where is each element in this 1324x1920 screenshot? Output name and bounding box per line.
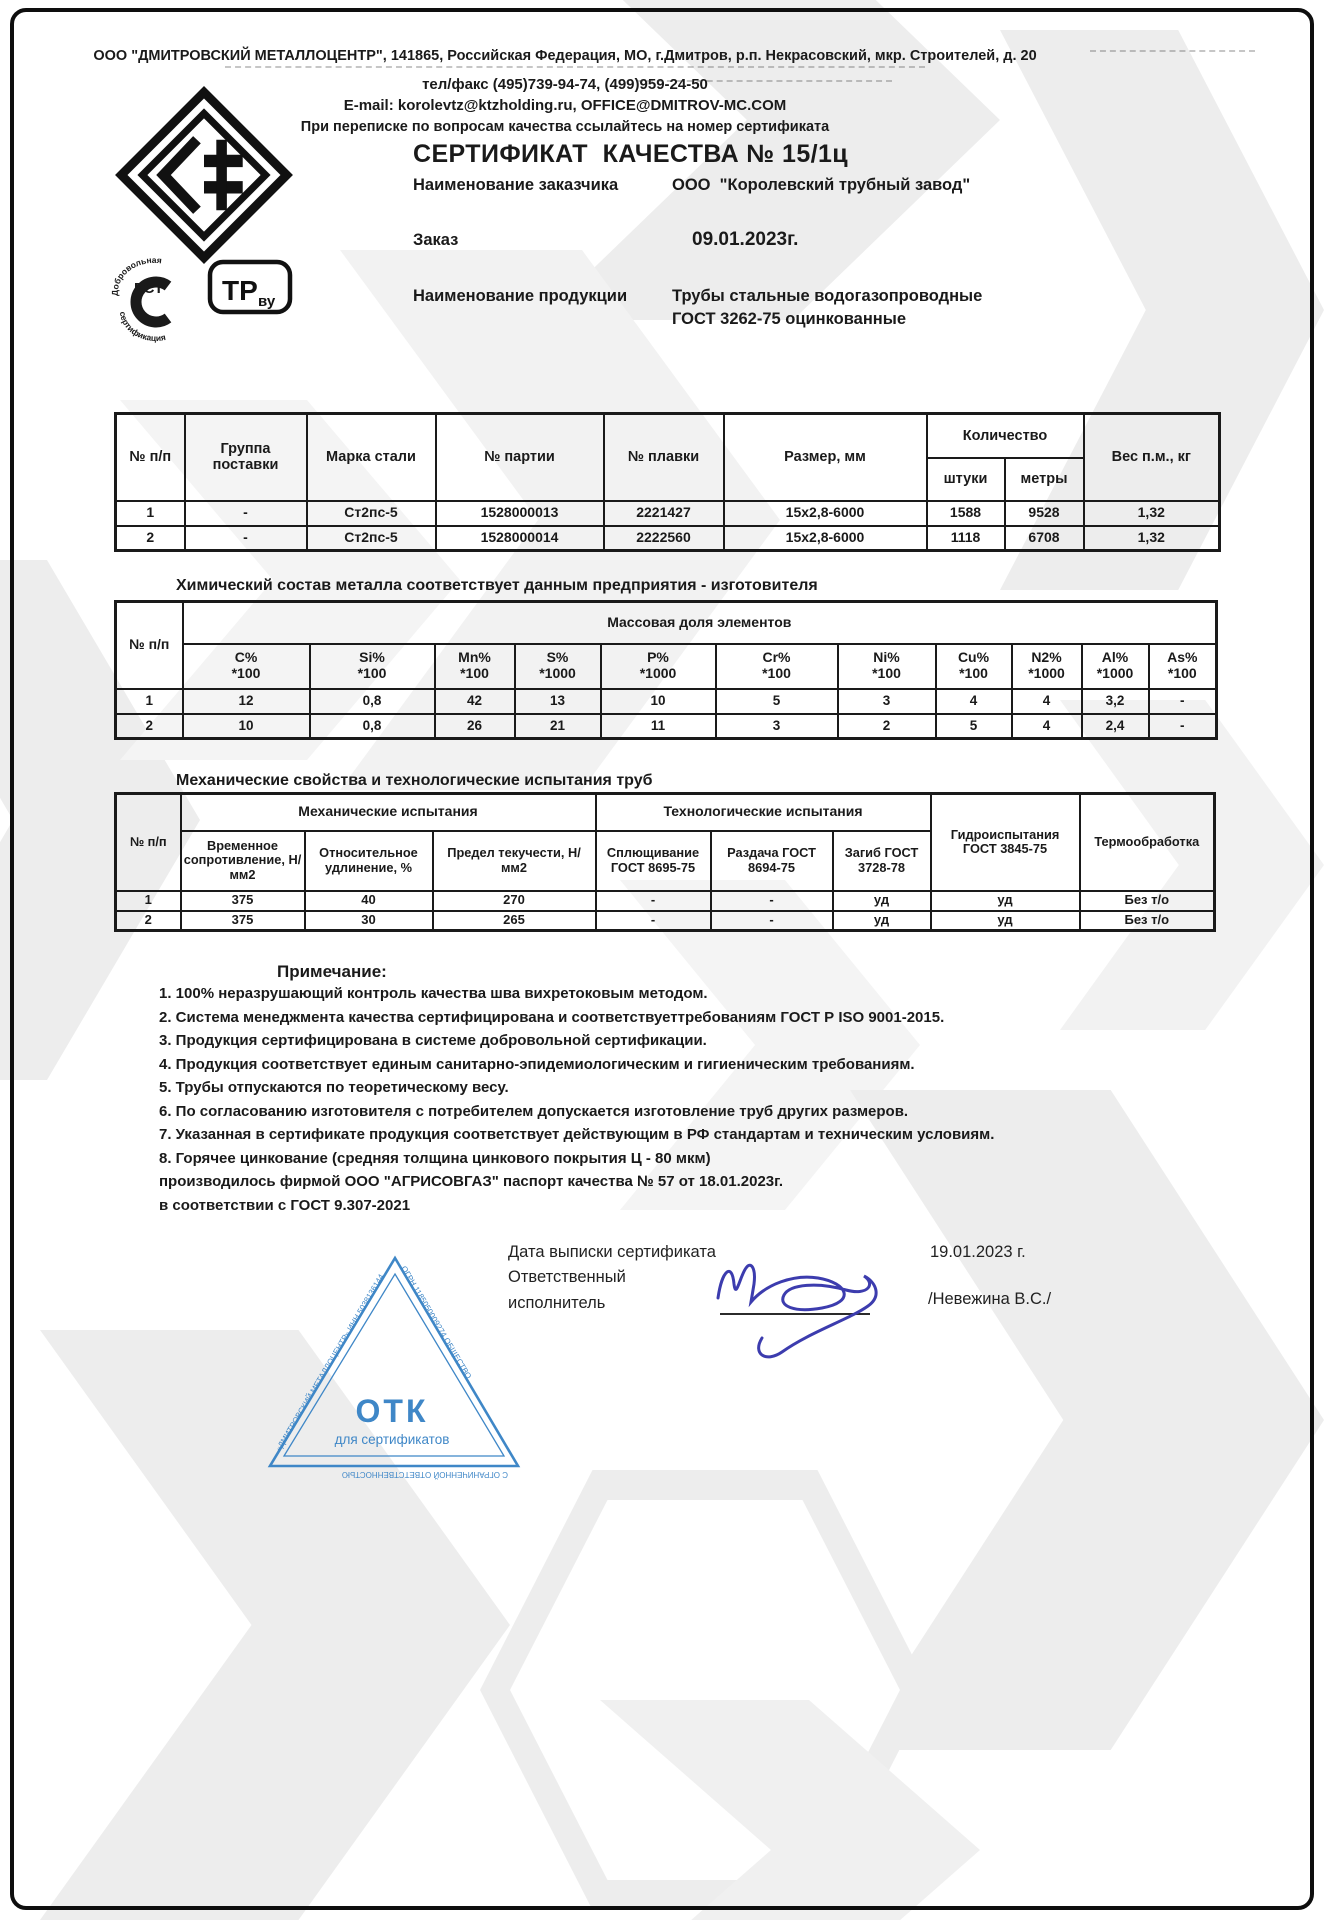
responsible-label-line1: Ответственный [508,1268,626,1286]
svg-text:«ДМИТРОВСКИЙ МЕТАЛЛОЦЕНТР» ИНН: «ДМИТРОВСКИЙ МЕТАЛЛОЦЕНТР» ИНН 5038136144 [273,1272,386,1454]
order-label: Заказ [413,231,459,249]
notes-list [159,985,1209,1220]
company-address-line: ООО "ДМИТРОВСКИЙ МЕТАЛЛОЦЕНТР", 141865, Российская Федерация, МО, г.Дмитров, р.п. Некрасовский, мкр. Строителей, д. 20 [93,48,1037,64]
certificate-title: СЕРТИФИКАТ КАЧЕСТВА № 15/1ц [413,140,849,168]
mechanical-section-heading: Механические свойства и технологические испытания труб [176,772,653,789]
product-value-line2: ГОСТ 3262-75 оцинкованные [672,310,907,328]
table-row [116,714,1217,739]
cell: 375 [181,911,305,931]
otk-stamp-main-text: ОТК [355,1393,429,1429]
cell: 0,8 [310,714,435,739]
svg-text:ОГРН 1185050009274 ОБЩЕСТВО: ОГРН 1185050009274 ОБЩЕСТВО [399,1264,474,1381]
cell: - [596,891,711,911]
cell: - [1149,689,1217,714]
col-header: Сплющивание ГОСТ 8695-75 [596,831,711,891]
table-row [116,689,1217,714]
cell: 12 [183,689,310,714]
col-header-mass-fraction: Массовая доля элементов [183,602,1217,644]
cell: 1118 [927,526,1005,551]
tr-by-mark [206,258,296,320]
cell: 2222560 [604,526,724,551]
col-header: № п/п [116,794,181,891]
col-header: C% *100 [183,644,310,689]
cell: 10 [601,689,716,714]
rst-letters: РСТ [134,280,164,297]
cell: уд [833,911,931,931]
correspondence-note-line: При переписке по вопросам качества ссылайтесь на номер сертификата [300,119,830,135]
cell: 21 [515,714,601,739]
cell: 30 [305,911,433,931]
note-line: 8. Горячее цинкование (средняя толщина цинкового покрытия Ц - 80 мкм) [159,1149,711,1167]
cell: 265 [433,911,596,931]
cell: 11 [601,714,716,739]
cell: 2,4 [1082,714,1149,739]
products-table [114,412,1221,552]
col-group-technological: Технологические испытания [596,794,931,831]
col-header: № п/п [116,602,183,689]
order-date-value: 09.01.2023г. [692,229,799,250]
cell: 0,8 [310,689,435,714]
scan-artifact [1090,50,1255,52]
col-header: метры [1005,458,1084,501]
col-header: Вес п.м., кг [1084,414,1220,501]
cell: 3,2 [1082,689,1149,714]
col-header: Марка стали [307,414,436,501]
col-header: № партии [436,414,604,501]
col-header: Cu% *100 [936,644,1012,689]
cell: 42 [435,689,515,714]
cell: 3 [838,689,936,714]
table-row [116,911,1215,931]
cell: - [711,891,833,911]
cell: Ст2пс-5 [307,501,436,526]
issue-date-label: Дата выписки сертификата [508,1243,716,1261]
note-line: 3. Продукция сертифицирована в системе добровольной сертификации. [159,1032,707,1049]
col-header: Mn% *100 [435,644,515,689]
col-header: Cr% *100 [716,644,838,689]
mechanical-table [114,792,1216,932]
product-label: Наименование продукции [413,287,628,305]
col-header: As% *100 [1149,644,1217,689]
svg-text:С ОГРАНИЧЕННОЙ ОТВЕТСТВЕННОСТЬ: С ОГРАНИЧЕННОЙ ОТВЕТСТВЕННОСТЬЮ [341,1470,508,1479]
cell: 1 [116,689,183,714]
product-value-line1: Трубы стальные водогазопроводные [672,287,983,305]
cell: уд [931,891,1080,911]
cell: 5 [716,689,838,714]
note-line: в соответствии с ГОСТ 9.307-2021 [159,1196,411,1214]
responsible-label-line2: исполнитель [508,1294,606,1312]
col-header: Si% *100 [310,644,435,689]
scan-artifact [637,80,892,82]
col-header: Размер, мм [724,414,927,501]
cell: 4 [1012,714,1082,739]
cell: 1528000014 [436,526,604,551]
executor-name: /Невежина В.С./ [928,1290,1052,1308]
cell: уд [931,911,1080,931]
issue-date-value: 19.01.2023 г. [930,1243,1026,1261]
table-row [116,526,1220,551]
cell: Без т/о [1080,891,1215,911]
col-header: Al% *1000 [1082,644,1149,689]
otk-stamp [240,1248,540,1478]
cell: 15х2,8-6000 [724,526,927,551]
col-header: Раздача ГОСТ 8694-75 [711,831,833,891]
company-phone-line: тел/факс (495)739-94-74, (499)959-24-50 [422,76,708,93]
note-line: 1. 100% неразрушающий контроль качества шва вихретоковым методом. [159,985,708,1002]
customer-value: ООО "Королевский трубный завод" [672,176,971,194]
svg-text:Добровольная: Добровольная [109,254,163,297]
cell: уд [833,891,931,911]
cell: 1,32 [1084,501,1220,526]
cell: - [596,911,711,931]
col-header: Термообработка [1080,794,1215,891]
col-header: N2% *1000 [1012,644,1082,689]
cell: 270 [433,891,596,911]
signature [690,1236,910,1361]
col-header: штуки [927,458,1005,501]
cell: 2221427 [604,501,724,526]
cell: 3 [716,714,838,739]
cell: 10 [183,714,310,739]
col-header: № п/п [116,414,185,501]
cell: 2 [116,911,181,931]
note-line: 5. Трубы отпускаются по теоретическому весу. [159,1079,509,1096]
cell: 1 [116,501,185,526]
cell: 375 [181,891,305,911]
cell: 2 [838,714,936,739]
cell: 2 [116,526,185,551]
col-header: Гидроиспытания ГОСТ 3845-75 [931,794,1080,891]
tr-main-label: ТР [222,275,258,306]
cell: 4 [1012,689,1082,714]
otk-stamp-sub-text: для сертификатов [334,1432,450,1447]
cell: 26 [435,714,515,739]
customer-label: Наименование заказчика [413,176,619,194]
col-header: P% *1000 [601,644,716,689]
cell: Ст2пс-5 [307,526,436,551]
svg-text:сертификация: сертификация [117,310,167,344]
table-row [116,891,1215,911]
notes-title: Примечание: [277,962,387,981]
col-header: S% *1000 [515,644,601,689]
col-header: Временное сопротивление, Н/мм2 [181,831,305,891]
cell: 6708 [1005,526,1084,551]
note-line: 4. Продукция соответствует единым санитарно-эпидемиологическим и гигиеническим требованиям. [159,1055,915,1073]
rst-certification-mark [106,254,202,344]
col-group-mechanical: Механические испытания [181,794,596,831]
company-diamond-logo [116,86,292,264]
company-email-line: E-mail: korolevtz@ktzholding.ru, OFFICE@DMITROV-MC.COM [343,97,787,114]
cell: - [1149,714,1217,739]
col-header: Загиб ГОСТ 3728-78 [833,831,931,891]
cell: 40 [305,891,433,911]
col-header: Ni% *100 [838,644,936,689]
scan-artifact [225,66,925,68]
cell: 1528000013 [436,501,604,526]
chemical-section-heading: Химический состав металла соответствует данным предприятия - изготовителя [176,577,818,594]
cell: - [185,501,307,526]
cell: 2 [116,714,183,739]
note-line: 2. Система менеджмента качества сертифицирована и соответствуеттребованиям ГОСТ Р ISO 9001-2015. [159,1008,945,1026]
cell: 1 [116,891,181,911]
note-line: производилось фирмой ООО "АГРИСОВГАЗ" паспорт качества № 57 от 18.01.2023г. [159,1173,784,1190]
cell: 9528 [1005,501,1084,526]
tr-sub-label: ву [258,293,276,310]
cell: - [711,911,833,931]
cell: Без т/о [1080,911,1215,931]
col-header: № плавки [604,414,724,501]
note-line: 7. Указанная в сертификате продукция соответствует действующим в РФ стандартам и техническим условиям. [159,1126,995,1143]
cell: 4 [936,689,1012,714]
cell: 13 [515,689,601,714]
cell: - [185,526,307,551]
col-header: Относительное удлинение, % [305,831,433,891]
cell: 5 [936,714,1012,739]
cell: 15х2,8-6000 [724,501,927,526]
note-line: 6. По согласованию изготовителя с потребителем допускается изготовление труб других размеров. [159,1102,909,1120]
chemical-table [114,600,1218,740]
cell: 1588 [927,501,1005,526]
col-header: Предел текучести, Н/мм2 [433,831,596,891]
cell: 1,32 [1084,526,1220,551]
col-header-quantity: Количество [927,414,1084,458]
col-header: Группа поставки [185,414,307,501]
table-row [116,501,1220,526]
